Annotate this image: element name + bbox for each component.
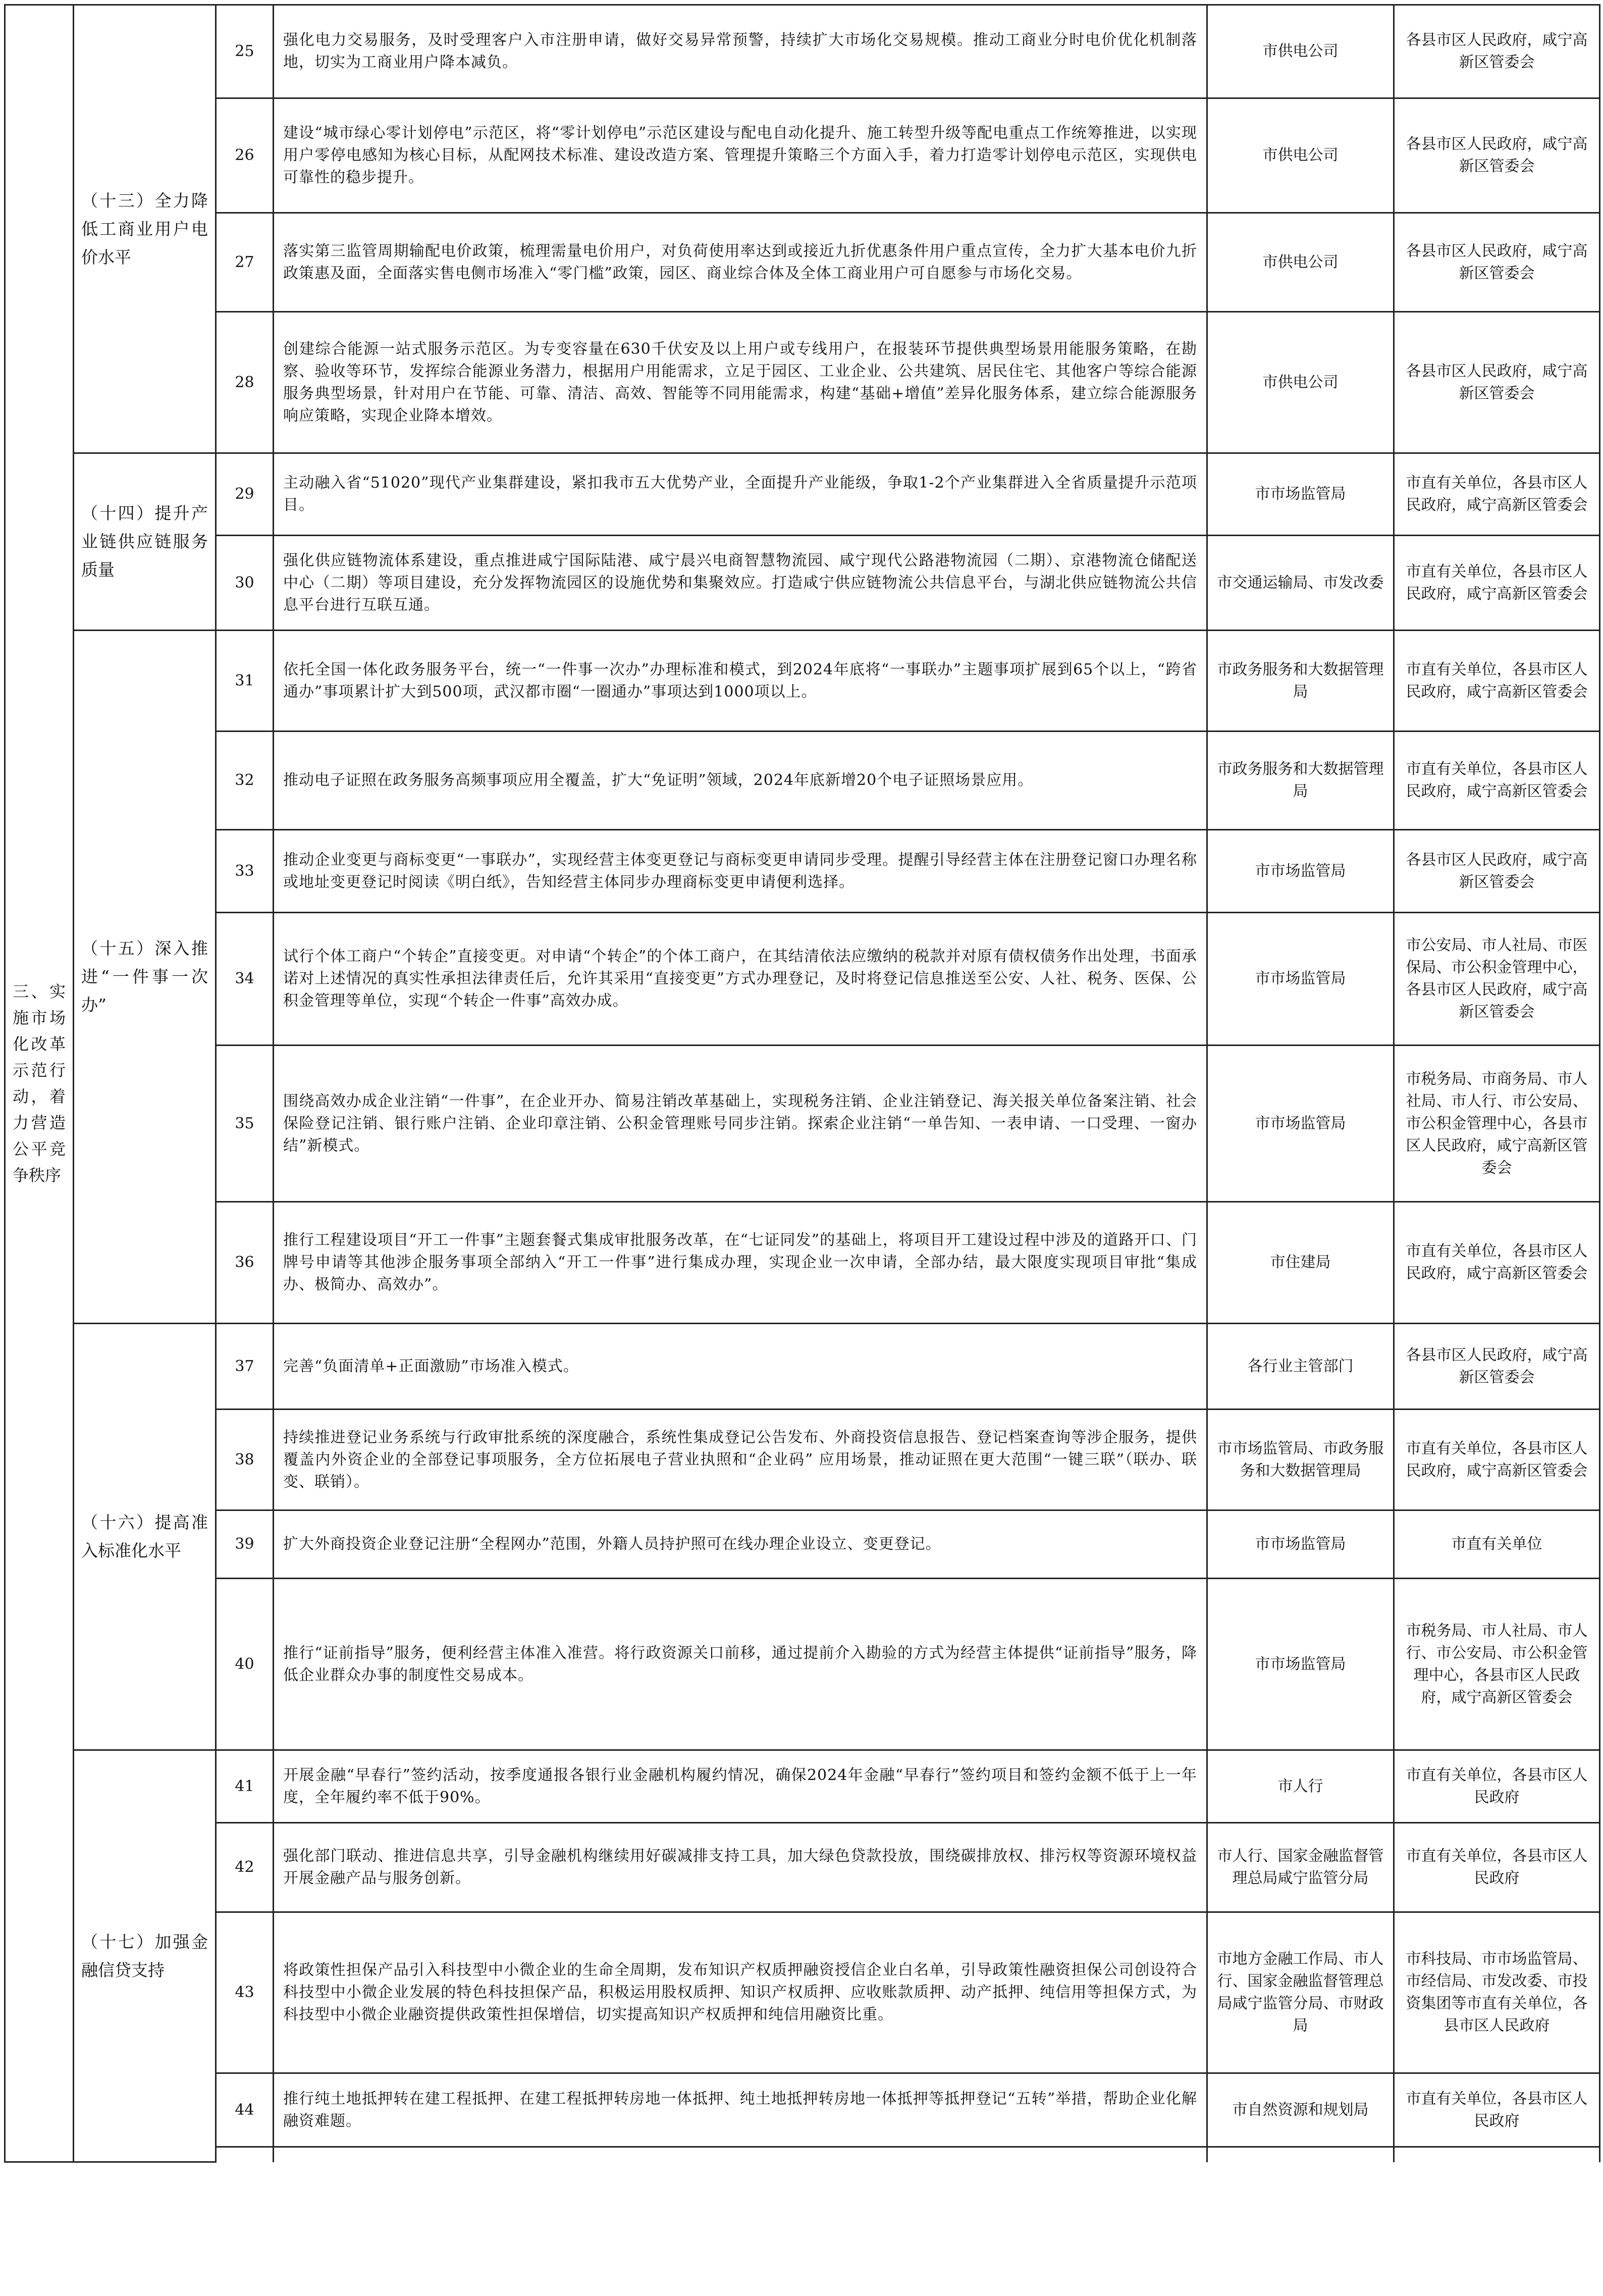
coop-unit: 各县市区人民政府，咸宁高新区管委会 [1394,312,1600,453]
task-text: 主动融入省“51020”现代产业集群建设，紧扣我市五大优势产业，全面提升产业能级，争取1-2个产业集群进入全省质量提升示范项目。 [274,453,1207,536]
table-row [5,1202,1600,1324]
coop-unit: 市直有关单位，各县市区人民政府 [1394,2073,1600,2147]
lead-unit: 市市场监管局 [1207,1579,1394,1750]
row-number: 27 [216,213,274,312]
lead-unit: 市供电公司 [1207,213,1394,312]
table-row [5,1324,1600,1410]
coop-unit: 市税务局、市商务局、市人社局、市人行、市公安局、市公积金管理中心，各县市区人民政府，咸宁高新区管委会 [1394,1046,1600,1202]
row-number: 35 [216,1046,274,1202]
task-text: 强化部门联动、推进信息共享，引导金融机构继续用好碳减排支持工具，加大绿色贷款投放，围绕碳排放权、排污权等资源环境权益开展金融产品与服务创新。 [274,1823,1207,1912]
lead-unit: 市供电公司 [1207,312,1394,453]
table-row-continuation [5,2147,1600,2162]
task-text: 完善“负面清单+正面激励”市场准入模式。 [274,1324,1207,1410]
lead-unit: 市地方金融工作局、市人行、国家金融监督管理总局咸宁监管分局、市财政局 [1207,1912,1394,2073]
row-number: 40 [216,1579,274,1750]
task-table [4,4,1600,2163]
coop-unit: 市直有关单位，各县市区人民政府，咸宁高新区管委会 [1394,1202,1600,1324]
coop-unit: 市直有关单位，各县市区人民政府，咸宁高新区管委会 [1394,536,1600,631]
row-number: 29 [216,453,274,536]
lead-unit: 市供电公司 [1207,98,1394,213]
lead-unit: 各行业主管部门 [1207,1324,1394,1410]
row-number: 28 [216,312,274,453]
table-row [5,1410,1600,1510]
task-text: 依托全国一体化政务服务平台，统一“一件事一次办”办理标准和模式，到2024年底将“一事联办”主题事项扩展到65个以上，“跨省通办”事项累计扩大到500项，武汉都市圈“一圈通办”事项达到1000项以上。 [274,631,1207,732]
row-number: 32 [216,732,274,830]
task-text: 开展金融“早春行”签约活动，按季度通报各银行业金融机构履约情况，确保2024年金融“早春行”签约项目和签约金额不低于上一年度，全年履约率不低于90%。 [274,1750,1207,1823]
row-number: 38 [216,1410,274,1510]
coop-unit: 市公安局、市人社局、市医保局、市公积金管理中心，各县市区人民政府，咸宁高新区管委会 [1394,913,1600,1046]
task-text: 推行工程建设项目“开工一件事”主题套餐式集成审批服务改革，在“七证同发”的基础上，将项目开工建设过程中涉及的道路开口、门牌号申请等其他涉企服务事项全部纳入“开工一件事”进行集成办理，实现企业一次申请，全部办结，最大限度实现项目审批“集成办、极简办、高效办”。 [274,1202,1207,1324]
lead-unit: 市市场监管局 [1207,1046,1394,1202]
table-row [5,453,1600,536]
lead-unit: 市人行、国家金融监督管理总局咸宁监管分局 [1207,1823,1394,1912]
lead-unit: 市人行 [1207,1750,1394,1823]
task-text: 推行纯土地抵押转在建工程抵押、在建工程抵押转房地一体抵押、纯土地抵押转房地一体抵押等抵押登记“五转”举措，帮助企业化解融资难题。 [274,2073,1207,2147]
group-cell-13: （十三）全力降低工商业用户电价水平 [74,5,216,453]
task-text: 强化电力交易服务，及时受理客户入市注册申请，做好交易异常预警，持续扩大市场化交易规模。推动工商业分时电价优化机制落地，切实为工商业用户降本减负。 [274,5,1207,98]
coop-unit: 市直有关单位 [1394,1510,1600,1579]
task-text: 试行个体工商户“个转企”直接变更。对申请“个转企”的个体工商户，在其结清依法应缴纳的税款并对原有债权债务作出处理，书面承诺对上述情况的真实性承担法律责任后，允许其采用“直接变更”方式办理登记，及时将登记信息推送至公安、人社、税务、医保、公积金管理等单位，实现“个转企一件事”高效办成。 [274,913,1207,1046]
coop-unit: 市直有关单位，各县市区人民政府，咸宁高新区管委会 [1394,453,1600,536]
coop-unit: 各县市区人民政府，咸宁高新区管委会 [1394,98,1600,213]
table-row [5,2073,1600,2147]
lead-unit: 市住建局 [1207,1202,1394,1324]
group-cell-16: （十六）提高准入标准化水平 [74,1324,216,1750]
lead-unit: 市政务服务和大数据管理局 [1207,631,1394,732]
row-number: 33 [216,830,274,913]
row-number: 36 [216,1202,274,1324]
group-cell-14: （十四）提升产业链供应链服务质量 [74,453,216,631]
coop-unit: 市直有关单位，各县市区人民政府 [1394,1823,1600,1912]
task-text: 推动电子证照在政务服务高频事项应用全覆盖，扩大“免证明”领域，2024年底新增20个电子证照场景应用。 [274,732,1207,830]
coop-unit: 市科技局、市市场监管局、市经信局、市发改委、市投资集团等市直有关单位，各县市区人民政府 [1394,1912,1600,2073]
task-text: 落实第三监管周期输配电价政策，梳理需量电价用户，对负荷使用率达到或接近九折优惠条件用户重点宣传，全力扩大基本电价九折政策惠及面，全面落实售电侧市场准入“零门槛”政策，园区、商业综合体及全体工商业用户可自愿参与市场化交易。 [274,213,1207,312]
task-text: 推动企业变更与商标变更“一事联办”，实现经营主体变更登记与商标变更申请同步受理。提醒引导经营主体在注册登记窗口办理名称或地址变更登记时阅读《明白纸》，告知经营主体同步办理商标变更申请便利选择。 [274,830,1207,913]
table-row [5,5,1600,98]
table-row [5,830,1600,913]
table-row [5,1046,1600,1202]
lead-unit: 市交通运输局、市发改委 [1207,536,1394,631]
table-row [5,1823,1600,1912]
coop-unit: 市直有关单位，各县市区人民政府，咸宁高新区管委会 [1394,1410,1600,1510]
coop-unit: 各县市区人民政府，咸宁高新区管委会 [1394,213,1600,312]
lead-unit: 市自然资源和规划局 [1207,2073,1394,2147]
table-row [5,1750,1600,1823]
lead-unit: 市市场监管局、市政务服务和大数据管理局 [1207,1410,1394,1510]
coop-unit: 市税务局、市人社局、市人行、市公安局、市公积金管理中心，各县市区人民政府，咸宁高新区管委会 [1394,1579,1600,1750]
table-row [5,213,1600,312]
lead-unit: 市市场监管局 [1207,453,1394,536]
table-row [5,1510,1600,1579]
lead-unit: 市市场监管局 [1207,830,1394,913]
lead-unit: 市政务服务和大数据管理局 [1207,732,1394,830]
task-text: 持续推进登记业务系统与行政审批系统的深度融合，系统性集成登记公告发布、外商投资信息报告、登记档案查询等涉企服务，提供覆盖内外资企业的全部登记事项服务，全方位拓展电子营业执照和“企业码” 应用场景，推动证照在更大范围“一键三联”（联办、联变、联销）。 [274,1410,1207,1510]
coop-unit: 市直有关单位，各县市区人民政府 [1394,1750,1600,1823]
table-row [5,98,1600,213]
task-text: 将政策性担保产品引入科技型中小微企业的生命全周期，发布知识产权质押融资授信企业白名单，引导政策性融资担保公司创设符合科技型中小微企业发展的特色科技担保产品，积极运用股权质押、知识产权质押、应收账款质押、动产抵押、纯信用等担保方式，为科技型中小微企业融资提供政策性担保增信，切实提高知识产权质押和纯信用融资比重。 [274,1912,1207,2073]
task-text: 扩大外商投资企业登记注册“全程网办”范围，外籍人员持护照可在线办理企业设立、变更登记。 [274,1510,1207,1579]
task-text: 创建综合能源一站式服务示范区。为专变容量在630千伏安及以上用户或专线用户，在报装环节提供典型场景用能服务策略，在勘察、验收等环节，发挥综合能源业务潜力，根据用户用能需求，立足于园区、工业企业、公共建筑、居民住宅、其他客户等综合能源服务典型场景，针对用户在节能、可靠、清洁、高效、智能等不同用能需求，构建“基础+增值”差异化服务体系，建立综合能源服务响应策略，实现企业降本增效。 [274,312,1207,453]
section-cell: 三、实施市场化改革示范行动，着力营造公平竞争秩序 [5,5,74,2162]
row-number: 26 [216,98,274,213]
row-number: 25 [216,5,274,98]
row-number: 42 [216,1823,274,1912]
row-number: 30 [216,536,274,631]
row-number: 43 [216,1912,274,2073]
task-text: 建设“城市绿心零计划停电”示范区，将“零计划停电”示范区建设与配电自动化提升、施工转型升级等配电重点工作统筹推进，以实现用户零停电感知为核心目标，从配网技术标准、建设改造方案、管理提升策略三个方面入手，着力打造零计划停电示范区，实现供电可靠性的稳步提升。 [274,98,1207,213]
task-text: 围绕高效办成企业注销“一件事”，在企业开办、简易注销改革基础上，实现税务注销、企业注销登记、海关报关单位备案注销、社会保险登记注销、银行账户注销、企业印章注销、公积金管理账号同步注销。探索企业注销“一单告知、一表申请、一口受理、一窗办结”新模式。 [274,1046,1207,1202]
table-row [5,1912,1600,2073]
coop-unit: 各县市区人民政府，咸宁高新区管委会 [1394,830,1600,913]
lead-unit: 市供电公司 [1207,5,1394,98]
row-number: 34 [216,913,274,1046]
coop-unit: 市直有关单位，各县市区人民政府，咸宁高新区管委会 [1394,631,1600,732]
coop-unit: 各县市区人民政府，咸宁高新区管委会 [1394,1324,1600,1410]
table-row [5,1579,1600,1750]
row-number: 37 [216,1324,274,1410]
table-row [5,536,1600,631]
table-row [5,732,1600,830]
group-cell-15: （十五）深入推进“一件事一次办” [74,631,216,1324]
row-number: 31 [216,631,274,732]
table-row [5,312,1600,453]
row-number: 44 [216,2073,274,2147]
task-text: 推行“证前指导”服务，便利经营主体准入准营。将行政资源关口前移，通过提前介入勘验的方式为经营主体提供“证前指导”服务，降低企业群众办事的制度性交易成本。 [274,1579,1207,1750]
coop-unit: 市直有关单位，各县市区人民政府，咸宁高新区管委会 [1394,732,1600,830]
group-cell-17: （十七）加强金融信贷支持 [74,1750,216,2162]
table-row [5,913,1600,1046]
lead-unit: 市市场监管局 [1207,1510,1394,1579]
coop-unit: 各县市区人民政府，咸宁高新区管委会 [1394,5,1600,98]
row-number: 39 [216,1510,274,1579]
table-row [5,631,1600,732]
task-text: 强化供应链物流体系建设，重点推进咸宁国际陆港、咸宁晨兴电商智慧物流园、咸宁现代公路港物流园（二期）、京港物流仓储配送中心（二期）等项目建设，充分发挥物流园区的设施优势和集聚效应。打造咸宁供应链物流公共信息平台，与湖北供应链物流公共信息平台进行互联互通。 [274,536,1207,631]
lead-unit: 市市场监管局 [1207,913,1394,1046]
row-number: 41 [216,1750,274,1823]
